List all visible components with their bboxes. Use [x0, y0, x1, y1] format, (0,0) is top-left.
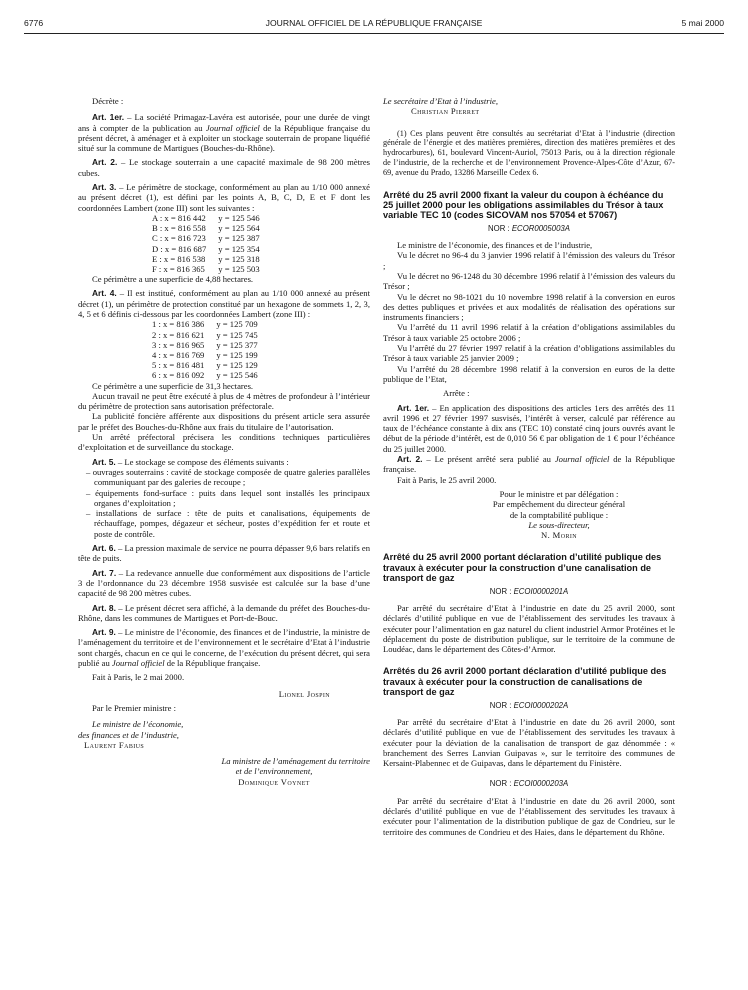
- page-header: [24, 18, 724, 32]
- table-row: 1 : x = 816 386 y = 125 709: [152, 319, 258, 330]
- visa-arrete-1997: Vu l’arrêté du 27 février 1997 relatif à la création d’obligations assimilables du Trésor à taux variable 25 janvier 2009 ;: [383, 343, 675, 364]
- arrete-gaz-loudeac-title: Arrêté du 25 avril 2000 portant déclaration d’utilité publique des travaux à exécuter pour la construction d’une canalisation de transport de gaz: [383, 552, 662, 584]
- table-row: 3 : x = 816 965 y = 125 377: [152, 339, 258, 350]
- table-row: 6 : x = 816 092 y = 125 546: [152, 370, 258, 381]
- secretary-state-title: Le secrétaire d’Etat à l’industrie,: [383, 96, 498, 106]
- paragraph-travail: Aucun travail ne peut être exécuté à plus de 4 mètres de profondeur à l’intérieur du périmètre de protection sans autorisation préfectorale.: [78, 390, 370, 412]
- signature-secretary: Christian Pierret: [411, 106, 480, 117]
- signature-prime-minister: Lionel Jospin: [278, 688, 330, 699]
- protection-coordinates-table: [152, 319, 270, 380]
- minister-economy-line-2: des finances et de l’industrie,: [78, 729, 179, 740]
- list-item: – équipements fond-surface : puits dans lequel sont installés les principaux organes d’exploitation ;: [86, 487, 370, 508]
- visa-decret-96-4: Vu le décret no 96-4 du 3 janvier 1996 relatif à l’émission des valeurs du Trésor ;: [383, 250, 675, 271]
- minister-environment-line-1: La ministre de l’aménagement du territoire: [221, 756, 370, 767]
- coupon-fait: Fait à Paris, le 25 avril 2000.: [397, 474, 497, 485]
- table-row: 2 : x = 816 621 y = 125 745: [152, 329, 258, 340]
- table-row: B : x = 816 558 y = 125 564: [152, 223, 260, 234]
- coupon-signature-name: N. Morin: [540, 530, 577, 541]
- visa-decret-98-1021: Vu le décret no 98-1021 du 10 novembre 1998 relatif à la conversion en euros des dettes publiques et privées et aux modalités de réalisation des opérations sur instruments financiers ;: [383, 291, 675, 323]
- article-3: Art. 3. – Le périmètre de stockage, conformément au plan au 1/10 000 annexé au présent décret (1), est défini par les points A, B, C, D, E et F dont les coordonnées Lambert (zone III) sont les suivantes :: [78, 182, 370, 213]
- par-le-premier-ministre: Par le Premier ministre :: [92, 702, 177, 713]
- arretes-gaz-title: Arrêtés du 26 avril 2000 portant déclaration d’utilité publique des travaux à exécuter pour la construction de canalisations de transport de gaz: [383, 666, 667, 698]
- page-number: 6776: [24, 18, 44, 28]
- article-6: Art. 6. – La pression maximale de service ne pourra dépasser 9,6 bars relatifs en tête de puits.: [78, 543, 370, 564]
- issue-date: 5 mai 2000: [681, 18, 724, 28]
- visa-minister: Le ministre de l’économie, des finances et de l’industrie,: [397, 240, 593, 251]
- article-7: Art. 7. – La redevance annuelle due conformément aux dispositions de l’article 3 de l’ordonnance du 23 décembre 1958 susvisée est calculée sur la base d’une capacité de 98 200 mètres cubes.: [78, 567, 370, 599]
- article-8: Art. 8. – Le présent décret sera affiché, à la demande du préfet des Bouches-du-Rhône, dans les communes de Martigues et Port-de-Bouc.: [78, 602, 370, 623]
- table-row: C : x = 816 723 y = 125 387: [152, 233, 260, 244]
- arrete-gaz-condrieu-text: Par arrêté du secrétaire d’Etat à l’industrie en date du 26 avril 2000, sont déclarés d’utilité publique en vue de l’établissement des servitudes les travaux à exécuter pour l’alimentation de la distribution publique de gaz de Condrieu, sur le territoire des communes de Condrieu et des Haies, dans le département du Rhône.: [383, 795, 675, 837]
- arrete-gaz-guipavas-text: Par arrêté du secrétaire d’Etat à l’industrie en date du 26 avril 2000, sont déclarés d’utilité publique en vue de l’établissement des servitudes les travaux à exécuter pour la déviation de la canalisation de transport de gaz dénommée : « branchement des Serres Lanvian Guipavas », sur le territoire des communes de Kersaint-Plabennec et de Guipavas, dans le département du Finistère.: [383, 716, 675, 769]
- table-row: 5 : x = 816 481 y = 125 129: [152, 360, 258, 371]
- list-item: – ouvrages souterrains : cavité de stockage composée de quatre galeries parallèles communiquant par des galeries de recoupe ;: [86, 466, 370, 488]
- arrete-gaz-loudeac-text: Par arrêté du secrétaire d’Etat à l’industrie en date du 25 avril 2000, sont déclarés d’utilité publique en vue de l’établissement des servitudes les travaux à exécuter pour l’alimentation en gaz naturel du client industriel Armor Protéines et le déplacement du poste de distribution publique, sur le territoire de la commune de Loudéac, dans le département des Côtes-d’Armor.: [383, 602, 675, 655]
- coupon-article-1: Art. 1er. – En application des dispositions des articles 1ers des arrêtés des 11 avril 1996 et 27 février 1997 susvisés, l’intérêt à verser, calculé par référence au taux de l’échéance constante à dix ans (TEC 10) constaté cinq jours ouvrés avant le début de la période d’intérêt, est de 0,010 56 € par obligation de 1 € pour l’échéance du 25 juillet 2000.: [383, 402, 675, 454]
- table-row: E : x = 816 538 y = 125 318: [152, 253, 260, 264]
- article-4: Art. 4. – Il est institué, conformément au plan au 1/10 000 annexé au présent décret (1), un périmètre de protection constitué par un hexagone de sommets 1, 2, 3, 4, 5 et 6 définis ci-dessous par les coordonnées Lambert (zone III) :: [78, 288, 370, 320]
- storage-coordinates-table: [152, 213, 272, 274]
- nor-reference: NOR : ECOR0005003A: [488, 223, 570, 233]
- table-row: F : x = 816 365 y = 125 503: [152, 263, 260, 274]
- footnote-plans: (1) Ces plans peuvent être consultés au secrétariat d’Etat à l’industrie (direction générale de l’énergie et des matières premières, direction des matières premières et des hydrocarbures), 61, boulevard Vincent-Auriol, 75013 Paris, ou à la direction régionale de l’industrie, de la recherche et de l’environnement Provence-Alpes-Côte d’Azur, 67-69, avenue du Prado, 13286 Marseille Cedex 6.: [383, 128, 675, 177]
- article-9: Art. 9. – Le ministre de l’économie, des finances et de l’industrie, la ministre de l’aménagement du territoire et de l’environnement et le secrétaire d’Etat à l’industrie sont chargés, chacun en ce qui le concerne, de l’exécution du présent décret, qui sera publié au Journal officiel de la République française.: [78, 627, 370, 669]
- coupon-signature-2: Par empêchement du directeur général: [492, 499, 626, 510]
- table-row: D : x = 816 687 y = 125 354: [152, 243, 260, 254]
- minister-economy-line-1: Le ministre de l’économie,: [92, 719, 184, 730]
- left-column: [78, 96, 370, 787]
- coupon-signature-4: Le sous-directeur,: [528, 519, 590, 530]
- coupon-article-2: Art. 2. – Le présent arrêté sera publié au Journal officiel de la République française.: [383, 454, 675, 475]
- paragraph-arrete: Un arrêté préfectoral précisera les conditions techniques particulières d’exploitation et de surveillance du stockage.: [78, 432, 370, 453]
- header-rule: [24, 33, 724, 34]
- right-column: [383, 96, 675, 837]
- article-1: Art. 1er. – La société Primagaz-Lavéra est autorisée, pour une durée de vingt ans à compter de la publication au Journal officiel de la République française du présent décret, à aménager et à exploiter un stockage souterrain de propane liquéfié situé sur la commune de Martigues (Bouches-du-Rhône).: [78, 112, 371, 154]
- article-2: Art. 2. – Le stockage souterrain a une capacité maximale de 98 200 mètres cubes.: [78, 157, 370, 178]
- surface-protection: Ce périmètre a une superficie de 31,3 hectares.: [92, 380, 254, 391]
- decrete-heading: Décrète :: [92, 96, 124, 106]
- table-row: 4 : x = 816 769 y = 125 199: [152, 349, 258, 360]
- nor-reference: NOR : ECOI0000201A: [489, 586, 569, 596]
- table-row: A : x = 816 442 y = 125 546: [152, 212, 260, 223]
- journal-title: JOURNAL OFFICIEL DE LA RÉPUBLIQUE FRANÇAISE: [265, 18, 483, 28]
- visa-arrete-1996: Vu l’arrêté du 11 avril 1996 relatif à la création d’obligations assimilables du Trésor à taux variable 25 octobre 2006 ;: [383, 322, 675, 343]
- minister-environment-line-2: et de l’environnement,: [235, 766, 313, 777]
- arrete-coupon-title: Arrêté du 25 avril 2000 fixant la valeur du coupon à échéance du 25 juillet 2000 pour les obligations assimilables du Trésor à taux variable TEC 10 (codes SICOVAM nos 57054 et 57067): [383, 189, 664, 221]
- coupon-signature-3: de la comptabilité publique :: [509, 509, 609, 520]
- components-list: [78, 467, 370, 539]
- arrete-heading: Arrête :: [443, 388, 470, 399]
- signature-environment: Dominique Voynet: [238, 776, 310, 787]
- nor-reference: NOR : ECOI0000202A: [489, 700, 569, 710]
- visa-decret-96-1248: Vu le décret no 96-1248 du 30 décembre 1996 relatif à l’émission des valeurs du Trésor ;: [383, 270, 675, 292]
- paragraph-publicite: La publicité foncière afférente aux dispositions du présent article sera assurée par le préfet des Bouches-du-Rhône aux frais du titulaire de l’autorisation.: [78, 411, 370, 432]
- nor-reference: NOR : ECOI0000203A: [489, 779, 569, 789]
- fait-a-paris: Fait à Paris, le 2 mai 2000.: [92, 672, 185, 683]
- list-item: – installations de surface : tête de puits et canalisations, équipements de réchauffage, pompes, dégazeur et sécheur, postes d’expédition fer et route et poste de contrôle.: [86, 508, 370, 539]
- surface-storage: Ce périmètre a une superficie de 4,88 hectares.: [92, 274, 254, 285]
- signature-economy: Laurent Fabius: [84, 739, 145, 750]
- coupon-signature-1: Pour le ministre et par délégation :: [499, 488, 619, 499]
- article-5: Art. 5. – Le stockage se compose des éléments suivants :: [92, 456, 289, 467]
- visa-arrete-1998: Vu l’arrêté du 28 décembre 1998 relatif à la conversion en euros de la dette publique de l’Etat,: [383, 363, 675, 384]
